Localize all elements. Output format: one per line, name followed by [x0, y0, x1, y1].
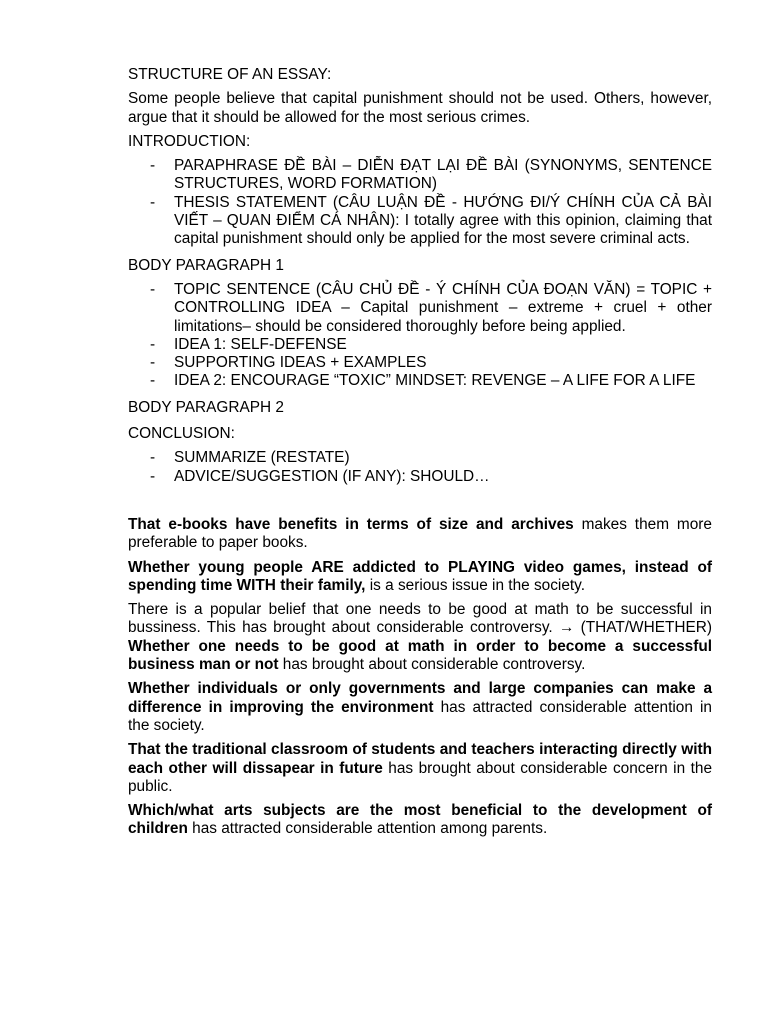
- body-paragraph-1-heading: BODY PARAGRAPH 1: [128, 256, 284, 274]
- context-text: There is a popular belief that one needs to be good at math to be successful in bussiness. This has brought about considerable controversy. → (THAT/WHETHER): [128, 601, 712, 637]
- predicate-text: has brought about considerable controversy.: [278, 656, 586, 674]
- list-item: - ADVICE/SUGGESTION (IF ANY): SHOULD…: [128, 468, 712, 486]
- list-item: - THESIS STATEMENT (CÂU LUẬN ĐỀ - HƯỚNG ĐI/Ý CHÍNH CỦA CẢ BÀI VIẾT – QUAN ĐIỂM CÁ NHÂN): I totally agree with this opinion, claiming that capital punishment should only be applied for the most severe criminal acts.: [128, 194, 712, 249]
- example-sentence-2: [128, 559, 712, 596]
- predicate-text: has attracted considerable attention among parents.: [187, 820, 548, 838]
- body-paragraph-1-list: [128, 281, 712, 391]
- example-sentence-5: [128, 741, 712, 796]
- list-item: - SUPPORTING IDEAS + EXAMPLES: [128, 354, 712, 372]
- conclusion-heading: CONCLUSION:: [128, 425, 235, 443]
- document-page: [128, 66, 712, 839]
- noun-clause-subject: That the traditional classroom of students and teachers interacting directly with each other will dissapear in future: [128, 741, 712, 777]
- list-item: - SUMMARIZE (RESTATE): [128, 449, 712, 467]
- example-sentence-4: [128, 680, 712, 735]
- noun-clause-subject: Whether young people ARE addicted to PLAYING video games, instead of spending time WITH their family,: [128, 558, 712, 594]
- spacer: [128, 486, 712, 516]
- list-item: - TOPIC SENTENCE (CÂU CHỦ ĐỀ - Ý CHÍNH CỦA ĐOẠN VĂN) = TOPIC + CONTROLLING IDEA – Capital punishment – extreme + cruel + other limitations– should be considered thoroughly before being applied.: [128, 281, 712, 336]
- essay-structure-title: STRUCTURE OF AN ESSAY:: [128, 66, 332, 83]
- body-paragraph-2-heading: BODY PARAGRAPH 2: [128, 398, 284, 416]
- noun-clause-subject: Whether individuals or only governments and large companies can make a difference in improving the environment: [128, 680, 712, 716]
- noun-clause-subject: Which/what arts subjects are the most beneficial to the development of children: [128, 802, 712, 838]
- noun-clause-subject: Whether one needs to be good at math in order to become a successful business man or not: [128, 637, 712, 674]
- essay-prompt: Some people believe that capital punishment should not be used. Others, however, argue that it should be allowed for the most serious crimes.: [128, 90, 712, 126]
- list-item: - IDEA 1: SELF-DEFENSE: [128, 336, 712, 354]
- example-sentence-6: [128, 802, 712, 839]
- noun-clause-subject: That e-books have benefits in terms of size and archives: [128, 515, 574, 533]
- predicate-text: has brought about considerable concern in the public.: [128, 759, 712, 795]
- example-sentence-1: [128, 516, 712, 553]
- introduction-heading: INTRODUCTION:: [128, 132, 251, 150]
- introduction-list: [128, 157, 712, 248]
- list-item: - IDEA 2: ENCOURAGE “TOXIC” MINDSET: REVENGE – A LIFE FOR A LIFE: [128, 372, 712, 390]
- predicate-text: has attracted considerable attention in the society.: [128, 698, 712, 734]
- predicate-text: is a serious issue in the society.: [365, 576, 585, 594]
- conclusion-list: [128, 449, 712, 486]
- list-item: - PARAPHRASE ĐỀ BÀI – DIỄN ĐẠT LẠI ĐỀ BÀI (SYNONYMS, SENTENCE STRUCTURES, WORD FORMATION): [128, 157, 712, 194]
- example-sentence-3: [128, 601, 712, 674]
- predicate-text: makes them more preferable to paper books.: [128, 515, 712, 552]
